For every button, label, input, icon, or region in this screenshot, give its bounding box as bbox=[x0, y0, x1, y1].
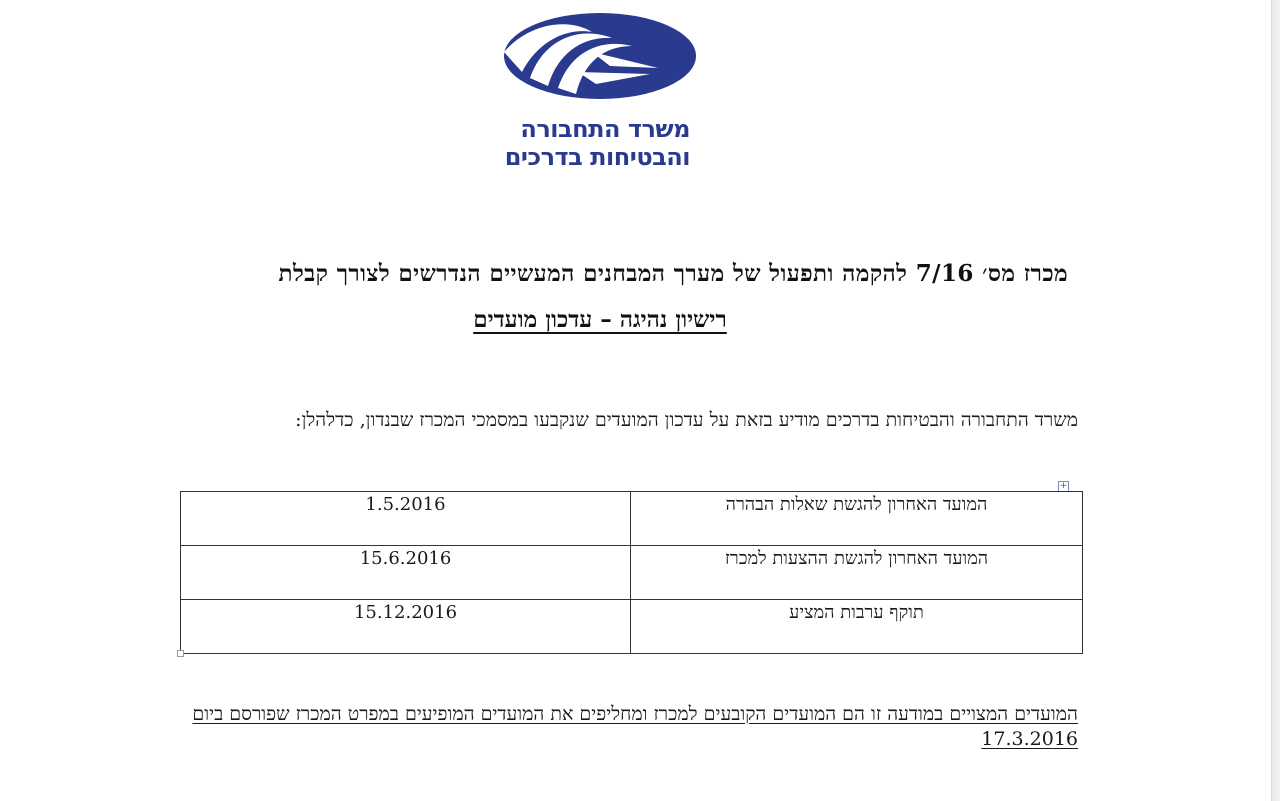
logo-text-line-2: והבטיחות בדרכים bbox=[504, 143, 690, 171]
document-title: מכרז מס׳ 7/16 להקמה ותפעול של מערך המבחנים המעשיים הנדרשים לצורך קבלת bbox=[278, 260, 1068, 287]
schedule-date[interactable]: 15.6.2016 bbox=[181, 546, 631, 600]
document-subtitle bbox=[0, 306, 1200, 333]
table-resize-handle[interactable] bbox=[177, 650, 184, 657]
footer-note: המועדים המצויים במודעה זו הם המועדים הקובעים למכרז ומחליפים את המועדים המופיעים במפרט המכרז שפורסם ביום 17.3.2016 bbox=[192, 703, 1078, 750]
schedule-date[interactable]: 1.5.2016 bbox=[181, 492, 631, 546]
schedule-label[interactable]: המועד האחרון להגשת ההצעות למכרז bbox=[631, 546, 1083, 600]
schedule-label[interactable]: המועד האחרון להגשת שאלות הבהרה bbox=[631, 492, 1083, 546]
schedule-table bbox=[180, 491, 1083, 654]
document-subtitle-text: רישיון נהיגה – עדכון מועדים bbox=[473, 306, 727, 333]
schedule-label[interactable]: תוקף ערבות המציע bbox=[631, 600, 1083, 654]
logo-text-line-1: משרד התחבורה bbox=[520, 115, 690, 143]
schedule-date[interactable]: 15.12.2016 bbox=[181, 600, 631, 654]
table-move-handle-icon[interactable]: + bbox=[1059, 481, 1068, 491]
scrollbar-edge[interactable] bbox=[1271, 0, 1280, 801]
table-row bbox=[181, 546, 1083, 600]
ministry-emblem-icon bbox=[500, 12, 700, 112]
intro-paragraph: משרד התחבורה והבטיחות בדרכים מודיע בזאת על עדכון המועדים שנקבעו במסמכי המכרז שבנדון, כדלהלן: bbox=[295, 409, 1078, 431]
table-row bbox=[181, 600, 1083, 654]
ministry-logo bbox=[500, 12, 700, 172]
table-row bbox=[181, 492, 1083, 546]
